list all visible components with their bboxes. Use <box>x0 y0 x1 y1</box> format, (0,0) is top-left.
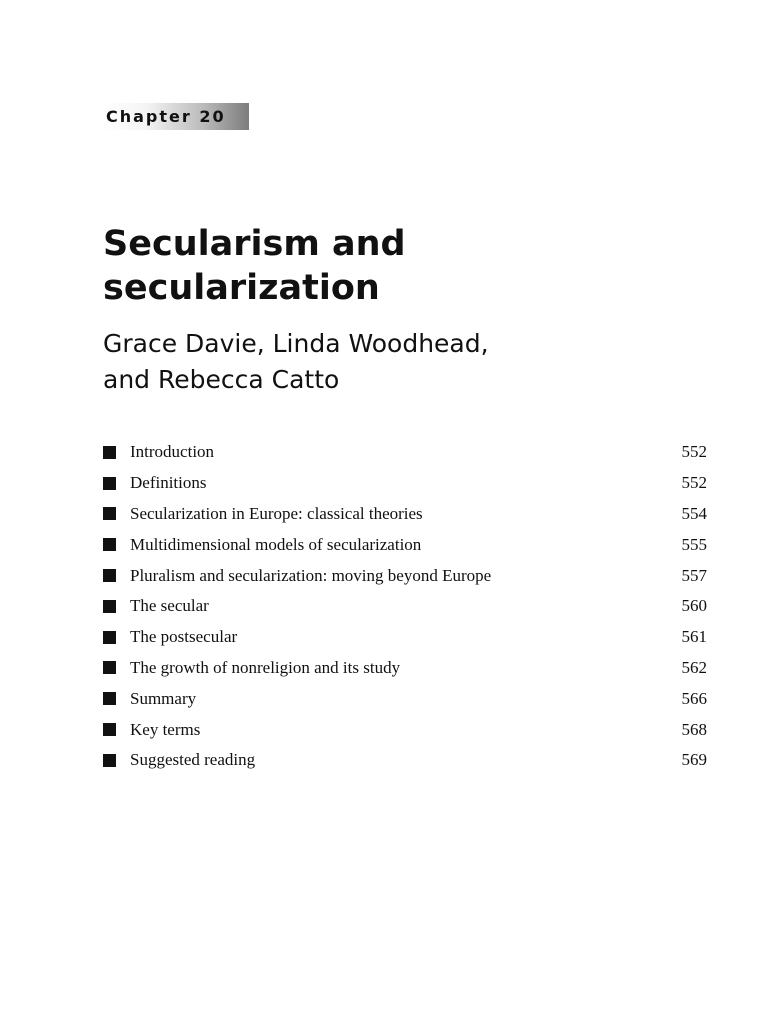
toc-item-label: The postsecular <box>130 627 238 647</box>
authors-line-1: Grace Davie, Linda Woodhead, <box>103 329 489 358</box>
table-of-contents <box>103 437 707 776</box>
square-bullet-icon <box>103 600 116 613</box>
toc-item[interactable] <box>103 499 707 530</box>
toc-item[interactable] <box>103 653 707 684</box>
toc-item[interactable] <box>103 437 707 468</box>
toc-item-label: Suggested reading <box>130 750 256 770</box>
chapter-title <box>103 222 663 310</box>
toc-item[interactable] <box>103 622 707 653</box>
toc-item[interactable] <box>103 683 707 714</box>
toc-item-page: 557 <box>681 565 707 585</box>
square-bullet-icon <box>103 446 116 459</box>
toc-item-page: 555 <box>681 534 707 554</box>
toc-item-label: Summary <box>130 688 197 708</box>
square-bullet-icon <box>103 477 116 490</box>
toc-item-label: Secularization in Europe: classical theories <box>130 503 423 523</box>
square-bullet-icon <box>103 631 116 644</box>
toc-item[interactable] <box>103 745 707 776</box>
toc-item-page: 569 <box>681 750 707 770</box>
toc-item-label: Pluralism and secularization: moving beyond Europe <box>130 565 492 585</box>
toc-item[interactable] <box>103 591 707 622</box>
toc-item-page: 562 <box>681 657 707 677</box>
square-bullet-icon <box>103 661 116 674</box>
chapter-title-line-1: Secularism and <box>103 224 406 264</box>
toc-item[interactable] <box>103 529 707 560</box>
square-bullet-icon <box>103 754 116 767</box>
toc-item-label: Definitions <box>130 473 207 493</box>
square-bullet-icon <box>103 692 116 705</box>
toc-item-page: 552 <box>681 473 707 493</box>
square-bullet-icon <box>103 538 116 551</box>
square-bullet-icon <box>103 723 116 736</box>
toc-item-label: The secular <box>130 596 209 616</box>
chapter-label: Chapter 20 <box>106 107 226 126</box>
toc-item-page: 554 <box>681 503 707 523</box>
toc-item-label: The growth of nonreligion and its study <box>130 657 401 677</box>
toc-item-page: 560 <box>681 596 707 616</box>
chapter-tab <box>103 103 249 130</box>
toc-item-page: 561 <box>681 627 707 647</box>
square-bullet-icon <box>103 507 116 520</box>
toc-item[interactable] <box>103 714 707 745</box>
chapter-title-line-2: secularization <box>103 268 380 308</box>
authors <box>103 326 663 398</box>
square-bullet-icon <box>103 569 116 582</box>
toc-item-label: Multidimensional models of secularization <box>130 534 422 554</box>
toc-item-label: Introduction <box>130 442 215 462</box>
toc-item-label: Key terms <box>130 719 201 739</box>
authors-line-2: and Rebecca Catto <box>103 365 340 394</box>
toc-item-page: 566 <box>681 688 707 708</box>
toc-item-page: 552 <box>681 442 707 462</box>
toc-item[interactable] <box>103 560 707 591</box>
toc-item-page: 568 <box>681 719 707 739</box>
toc-item[interactable] <box>103 468 707 499</box>
